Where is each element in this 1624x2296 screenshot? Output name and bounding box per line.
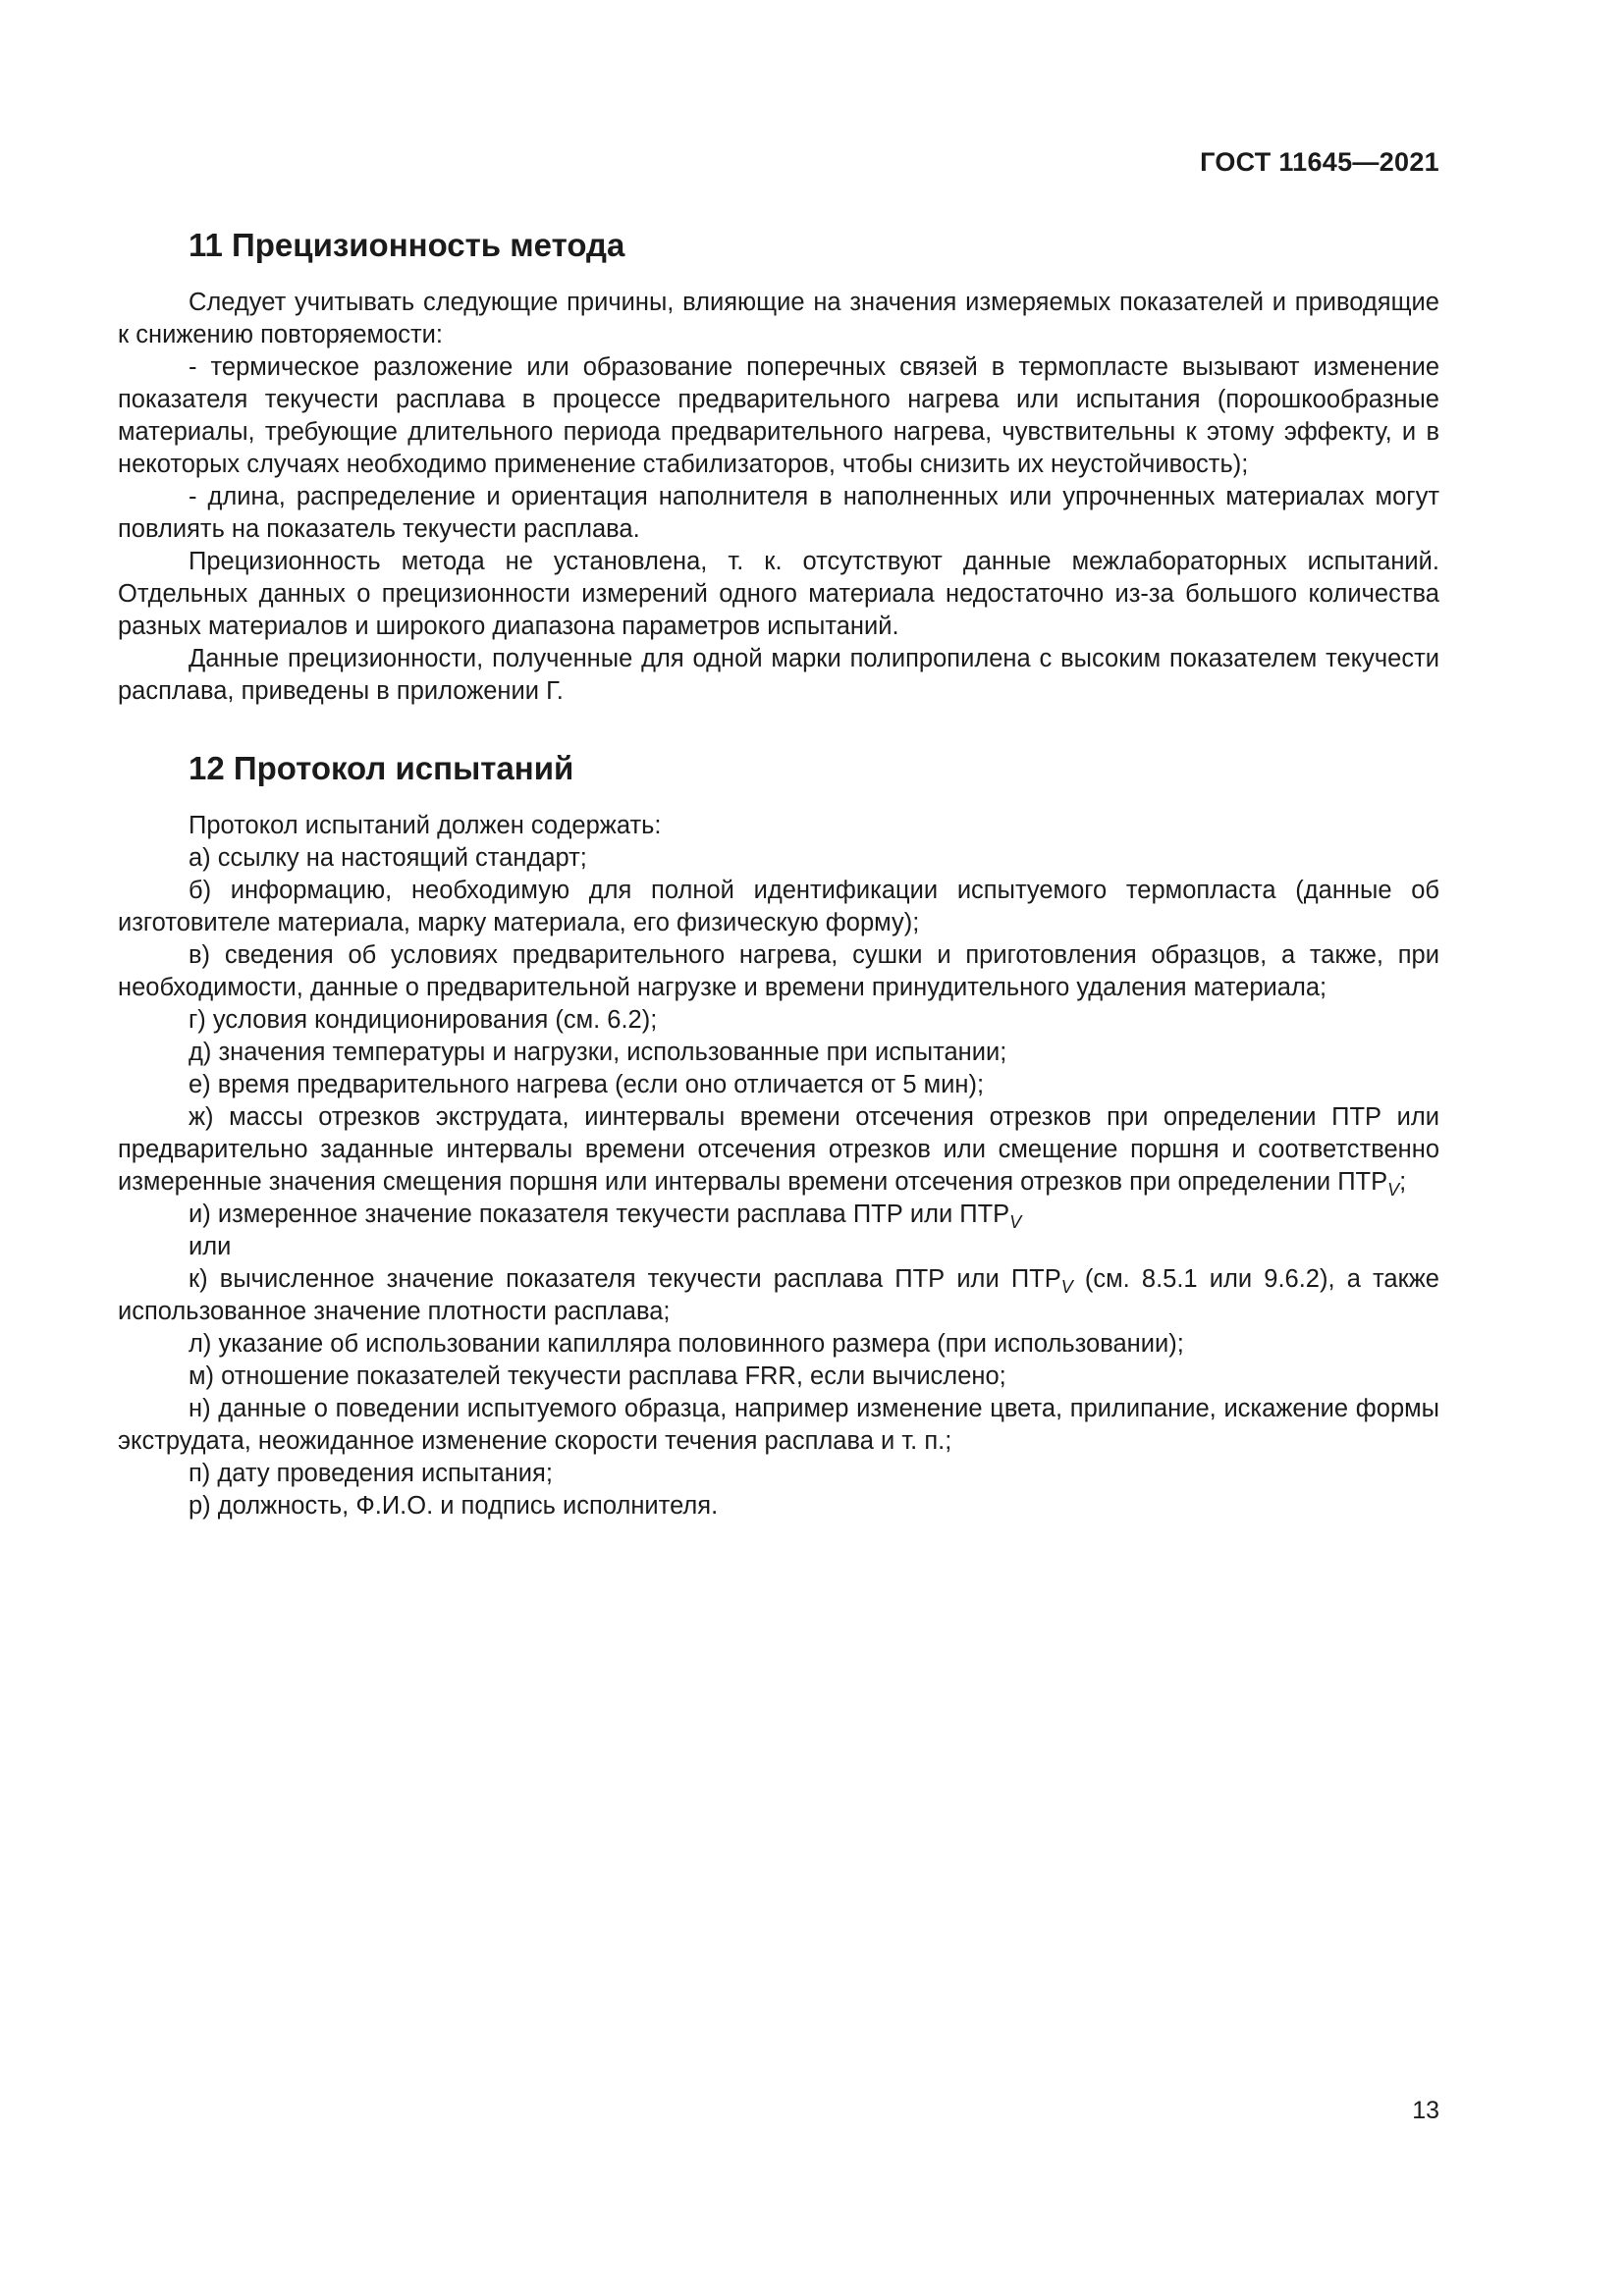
list-item-k-text: к) вычисленное значение показателя текучести расплава ПТР или ПТР: [189, 1265, 1061, 1293]
list-item-p: п) дату проведения испытания;: [189, 1460, 553, 1487]
list-or-connector: или: [189, 1233, 232, 1260]
list-item-n: н) данные о поведении испытуемого образца, например изменение цвета, прилипание, искажение формы экструдата, неожиданное изменение скорости течения расплава и т. п.;: [118, 1395, 1439, 1455]
list-item-r: р) должность, Ф.И.О. и подпись исполнителя.: [189, 1492, 719, 1520]
list-item-g: г) условия кондиционирования (см. 6.2);: [189, 1006, 658, 1034]
document-id-header: ГОСТ 11645—2021: [1200, 147, 1439, 177]
list-item-k: [118, 1263, 1439, 1328]
list-item-m: м) отношение показателей текучести расплава FRR, если вычислено;: [189, 1362, 1006, 1390]
section-11-paragraph-2: - термическое разложение или образование поперечных связей в термопласте вызывают изменение показателя текучести расплава в процессе предварительного нагрева или испытания (порошкообразные материалы, требующие длительного периода предварительного нагрева, чувствительны к этому эффекту, и в некоторых случаях необходимо применение стабилизаторов, чтобы снизить их неустойчивость);: [118, 353, 1439, 478]
section-11-paragraph-1: Следует учитывать следующие причины, влияющие на значения измеряемых показателей и приводящие к снижению повторяемости:: [118, 289, 1439, 348]
section-12-title: 12 Протокол испытаний: [189, 750, 574, 786]
list-item-v: в) сведения об условиях предварительного нагрева, сушки и приготовления образцов, а также, при необходимости, данные о предварительной нагрузке и времени принудительного удаления материала;: [118, 941, 1439, 1001]
list-item-i: [118, 1199, 1439, 1231]
list-item-i-text: и) измеренное значение показателя текучести расплава ПТР или ПТР: [189, 1201, 1010, 1228]
list-item-zh-text: ж) массы отрезков экструдата, иинтервалы времени отсечения отрезков при определении ПТР или предварительно заданные интервалы времени отсечения отрезков или смещение поршня и соответственно измеренные значения смещения поршня или интервалы времени отсечения отрезков при определении ПТР: [118, 1103, 1439, 1196]
section-11-paragraph-5: Данные прецизионности, полученные для одной марки полипропилена с высоким показателем текучести расплава, приведены в приложении Г.: [118, 645, 1439, 705]
page-content: [118, 224, 1439, 1522]
list-item-b: б) информацию, необходимую для полной идентификации испытуемого термопласта (данные об изготовителе материала, марку материала, его физическую форму);: [118, 877, 1439, 936]
list-item-e: е) время предварительного нагрева (если оно отличается от 5 мин);: [189, 1071, 985, 1098]
subscript-v: V: [1387, 1180, 1400, 1200]
section-11-paragraph-4: Прецизионность метода не установлена, т. к. отсутствуют данные межлабораторных испытаний. Отдельных данных о прецизионности измерений одного материала недостаточно из-за большого количества разных материалов и широкого диапазона параметров испытаний.: [118, 548, 1439, 640]
list-item-l: л) указание об использовании капилляра половинного размера (при использовании);: [189, 1330, 1184, 1358]
page-number: 13: [1412, 2097, 1439, 2124]
section-12-intro: Протокол испытаний должен содержать:: [189, 812, 662, 839]
list-item-d: д) значения температуры и нагрузки, использованные при испытании;: [189, 1039, 1007, 1066]
section-11-title: 11 Прецизионность метода: [189, 227, 625, 263]
list-item-a: а) ссылку на настоящий стандарт;: [189, 844, 587, 872]
list-item-zh-end: ;: [1399, 1168, 1407, 1196]
subscript-v: V: [1009, 1212, 1022, 1232]
subscript-v: V: [1060, 1277, 1073, 1297]
section-11-paragraph-3: - длина, распределение и ориентация наполнителя в наполненных или упрочненных материалах могут повлиять на показатель текучести расплава.: [118, 483, 1439, 543]
list-item-zh: [118, 1101, 1439, 1199]
list-item-k-end: (см. 8.5.1 или 9.6.2), а также использованное значение плотности расплава;: [118, 1265, 1439, 1325]
